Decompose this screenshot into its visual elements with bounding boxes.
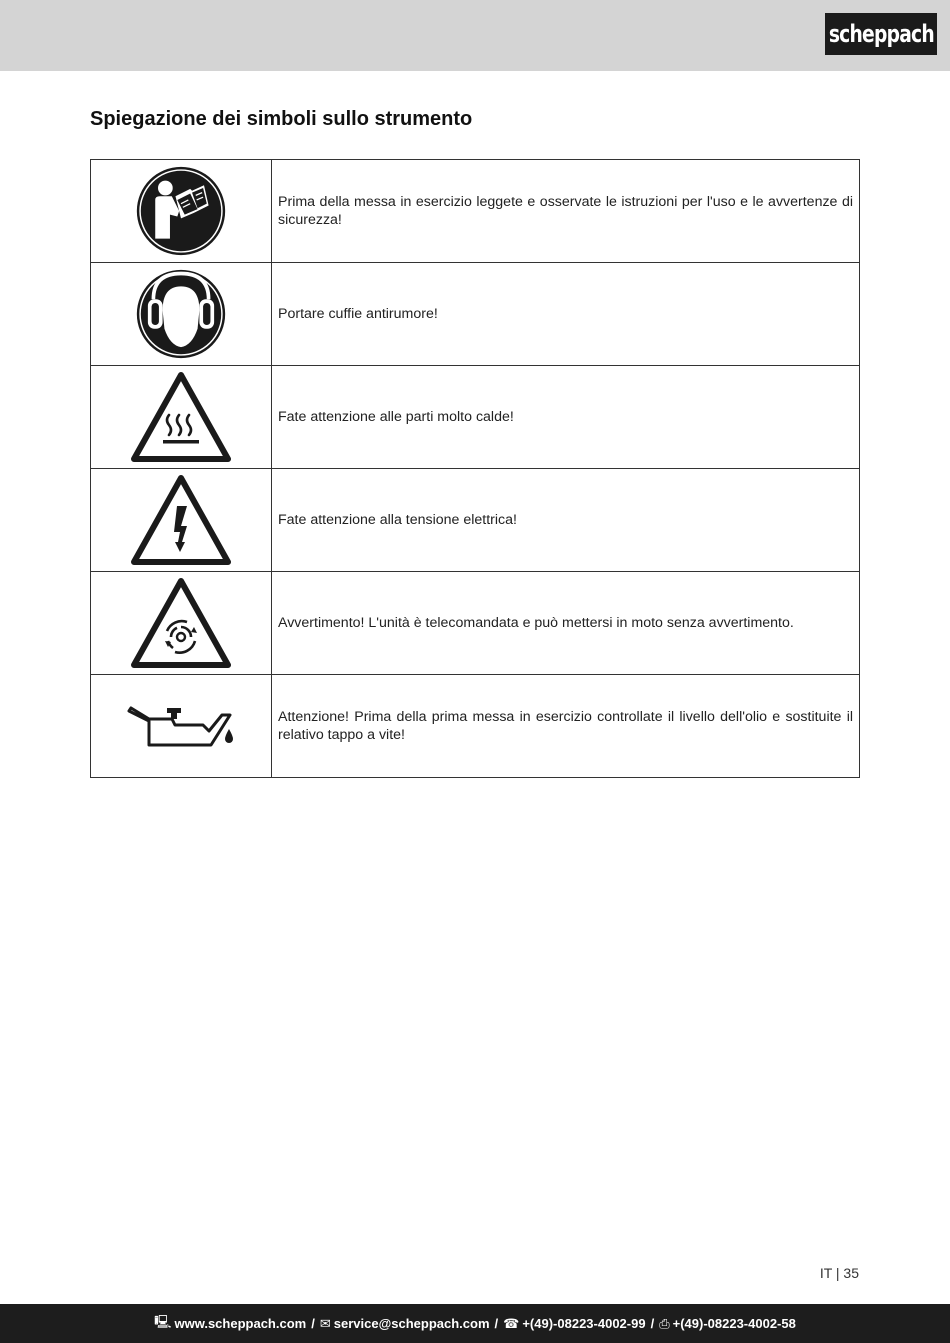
- symbol-description: Attenzione! Prima della prima messa in esercizio controllate il livello dell'olio e sostituite il relativo tappo a vite!: [272, 675, 860, 778]
- footer-website[interactable]: www.scheppach.com: [174, 1316, 307, 1331]
- symbol-description: Prima della messa in esercizio leggete e osservate le istruzioni per l'uso e le avvertenze di sicurezza!: [272, 160, 860, 263]
- footer-separator: /: [650, 1316, 655, 1331]
- email-icon: ✉: [319, 1315, 331, 1331]
- footer-contact-bar: [0, 1304, 950, 1343]
- table-row: [91, 160, 860, 263]
- table-row: [91, 263, 860, 366]
- phone-icon: ☎: [503, 1315, 520, 1331]
- symbol-description: Portare cuffie antirumore!: [272, 263, 860, 366]
- footer-fax: +(49)-08223-4002-58: [672, 1316, 796, 1331]
- automatic-start-warning-icon: [131, 577, 231, 669]
- hot-surface-warning-icon: [131, 371, 231, 463]
- symbol-description: Avvertimento! L'unità è telecomandata e può mettersi in moto senza avvertimento.: [272, 572, 860, 675]
- symbols-table: [90, 159, 860, 778]
- footer-phone[interactable]: +(49)-08223-4002-99: [522, 1316, 646, 1331]
- icon-cell: [91, 469, 272, 572]
- brand-logo-text: scheppach: [828, 20, 934, 48]
- icon-cell: [91, 675, 272, 778]
- icon-cell: [91, 572, 272, 675]
- footer-separator: /: [494, 1316, 499, 1331]
- computer-icon: 🖳: [154, 1313, 172, 1329]
- table-row: [91, 469, 860, 572]
- read-manual-icon: [135, 165, 227, 257]
- electric-voltage-warning-icon: [131, 474, 231, 566]
- icon-cell: [91, 263, 272, 366]
- footer-email[interactable]: service@scheppach.com: [333, 1316, 490, 1331]
- footer-separator: /: [311, 1316, 315, 1331]
- page-title: Spiegazione dei simboli sullo strumento: [90, 108, 473, 130]
- page-number: IT | 35: [819, 1265, 859, 1281]
- table-row: [91, 675, 860, 778]
- icon-cell: [91, 160, 272, 263]
- brand-logo: [825, 13, 937, 55]
- table-row: [91, 366, 860, 469]
- ear-protection-icon: [135, 268, 227, 360]
- symbol-description: Fate attenzione alla tensione elettrica!: [272, 469, 860, 572]
- fax-icon: ⎙: [659, 1315, 670, 1331]
- table-row: [91, 572, 860, 675]
- header-band: [0, 0, 950, 71]
- oil-can-icon: [126, 701, 236, 751]
- symbol-description: Fate attenzione alle parti molto calde!: [272, 366, 860, 469]
- icon-cell: [91, 366, 272, 469]
